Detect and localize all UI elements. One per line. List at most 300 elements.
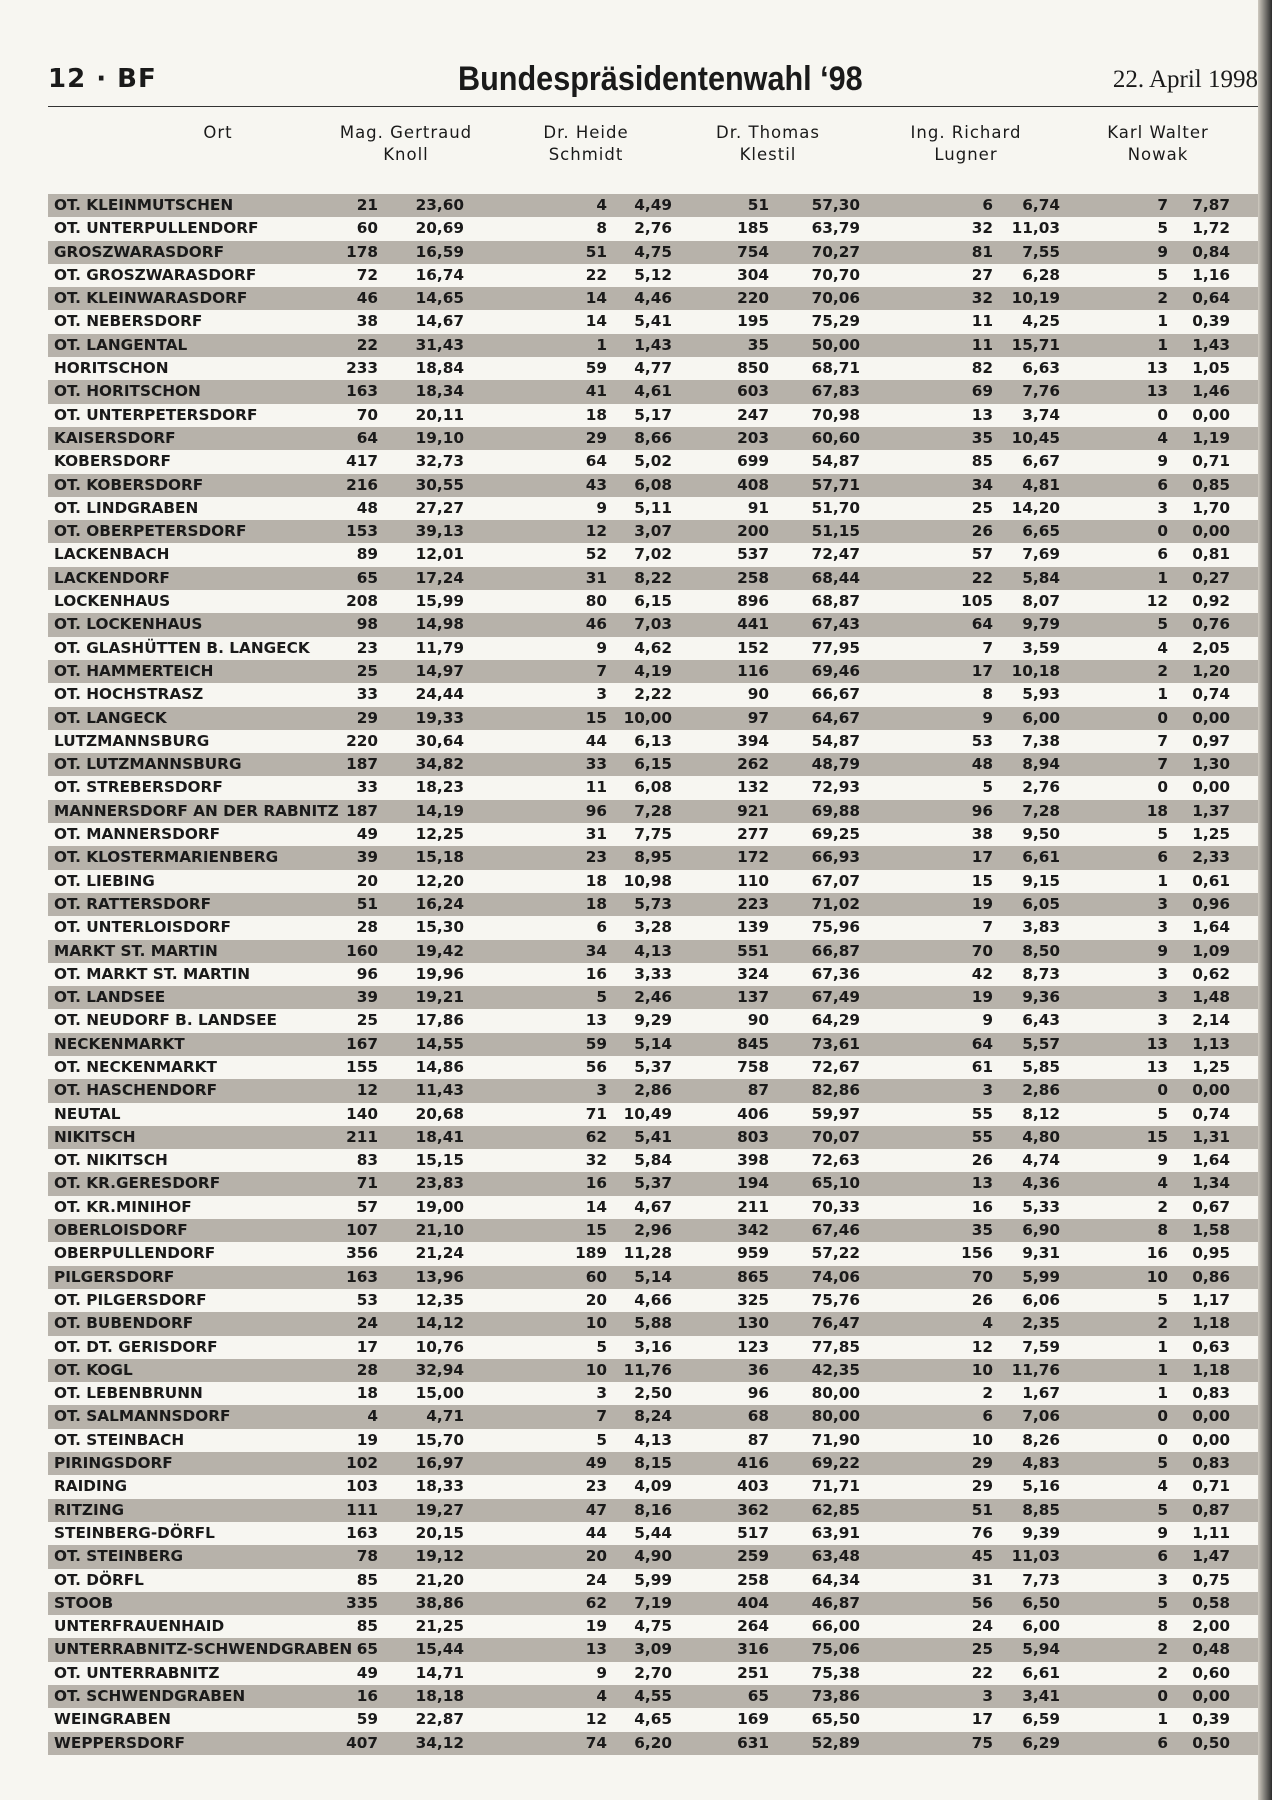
nowak-votes: 5 [1157, 1104, 1168, 1123]
nowak-percent: 0,62 [1192, 964, 1230, 983]
table-row [48, 753, 1258, 776]
nowak-votes: 5 [1157, 265, 1168, 284]
table-row [48, 474, 1258, 497]
klestil-percent: 77,95 [811, 638, 860, 657]
schmidt-percent: 8,15 [634, 1454, 672, 1473]
klestil-votes: 203 [737, 428, 769, 447]
klestil-votes: 65 [747, 1687, 769, 1705]
schmidt-percent: 5,99 [634, 1570, 672, 1589]
table-row [48, 334, 1258, 357]
nowak-percent: 0,00 [1192, 1687, 1230, 1705]
schmidt-votes: 16 [585, 964, 607, 983]
knoll-votes: 29 [356, 708, 378, 727]
lugner-percent: 8,73 [1022, 964, 1060, 983]
table-row [48, 683, 1258, 706]
lugner-percent: 10,18 [1011, 661, 1060, 680]
klestil-votes: 96 [747, 1384, 769, 1403]
table-row [48, 264, 1258, 287]
nowak-votes: 13 [1146, 1057, 1168, 1076]
schmidt-percent: 2,46 [634, 988, 672, 1007]
nowak-votes: 6 [1157, 475, 1168, 494]
schmidt-percent: 6,15 [634, 592, 672, 611]
lugner-percent: 6,67 [1022, 452, 1060, 471]
klestil-percent: 64,34 [811, 1570, 860, 1589]
lugner-votes: 34 [971, 475, 993, 494]
place-name: WEINGRABEN [54, 1710, 171, 1729]
nowak-percent: 0,00 [1192, 522, 1230, 541]
nowak-percent: 1,46 [1192, 382, 1230, 401]
schmidt-percent: 8,22 [634, 568, 672, 587]
schmidt-votes: 44 [585, 1523, 607, 1542]
nowak-percent: 0,60 [1192, 1663, 1230, 1682]
klestil-percent: 68,87 [811, 592, 860, 611]
klestil-votes: 324 [737, 964, 769, 983]
klestil-percent: 42,35 [811, 1360, 860, 1379]
klestil-votes: 116 [737, 661, 769, 680]
lugner-votes: 13 [971, 1174, 993, 1193]
lugner-percent: 5,94 [1022, 1640, 1060, 1659]
nowak-percent: 0,58 [1192, 1593, 1230, 1612]
column-header-lugner [866, 122, 1066, 166]
place-name: OT. KR.MINIHOF [54, 1197, 192, 1216]
table-row [48, 1126, 1258, 1149]
table-row [48, 986, 1258, 1009]
nowak-percent: 0,95 [1192, 1244, 1230, 1263]
lugner-votes: 25 [971, 498, 993, 517]
schmidt-votes: 18 [585, 871, 607, 890]
klestil-percent: 64,29 [811, 1011, 860, 1030]
knoll-percent: 18,23 [415, 778, 464, 797]
lugner-percent: 9,50 [1022, 825, 1060, 844]
lugner-votes: 26 [971, 1151, 993, 1170]
klestil-votes: 342 [737, 1221, 769, 1240]
schmidt-votes: 7 [596, 661, 607, 680]
nowak-percent: 0,27 [1192, 568, 1230, 587]
table-row [48, 497, 1258, 520]
lugner-votes: 35 [971, 1221, 993, 1240]
knoll-percent: 14,19 [415, 801, 464, 820]
knoll-votes: 96 [356, 964, 378, 983]
lugner-percent: 8,12 [1022, 1104, 1060, 1123]
knoll-percent: 27,27 [415, 498, 464, 517]
knoll-votes: 28 [356, 1360, 378, 1379]
nowak-percent: 0,74 [1192, 685, 1230, 704]
nowak-percent: 0,64 [1192, 289, 1230, 308]
nowak-votes: 8 [1157, 1221, 1168, 1240]
schmidt-votes: 49 [585, 1454, 607, 1473]
page-number: 12 · BF [48, 64, 157, 94]
place-name: OT. RATTERSDORF [54, 894, 212, 913]
schmidt-percent: 6,15 [634, 755, 672, 774]
schmidt-votes: 31 [585, 568, 607, 587]
table-row [48, 776, 1258, 799]
nowak-votes: 10 [1146, 1267, 1168, 1286]
nowak-votes: 0 [1157, 778, 1168, 797]
nowak-percent: 1,30 [1192, 755, 1230, 774]
lugner-votes: 29 [971, 1454, 993, 1473]
nowak-votes: 6 [1157, 848, 1168, 867]
schmidt-votes: 52 [585, 545, 607, 564]
lugner-percent: 6,63 [1022, 359, 1060, 378]
lugner-percent: 6,43 [1022, 1011, 1060, 1030]
nowak-percent: 2,33 [1192, 848, 1230, 867]
lugner-votes: 26 [971, 1290, 993, 1309]
schmidt-percent: 5,37 [634, 1174, 672, 1193]
schmidt-votes: 34 [585, 941, 607, 960]
schmidt-percent: 4,09 [634, 1477, 672, 1496]
klestil-votes: 631 [737, 1733, 769, 1752]
schmidt-votes: 3 [596, 1081, 607, 1100]
place-name: OT. BUBENDORF [54, 1314, 194, 1333]
klestil-percent: 52,89 [811, 1733, 860, 1752]
lugner-percent: 8,26 [1022, 1430, 1060, 1449]
knoll-votes: 208 [346, 592, 378, 611]
lugner-percent: 6,74 [1022, 196, 1060, 214]
nowak-votes: 9 [1157, 1151, 1168, 1170]
knoll-votes: 39 [356, 988, 378, 1007]
lugner-percent: 4,80 [1022, 1127, 1060, 1146]
knoll-votes: 103 [346, 1477, 378, 1496]
klestil-percent: 69,46 [811, 661, 860, 680]
klestil-percent: 70,27 [811, 242, 860, 261]
klestil-percent: 66,67 [811, 685, 860, 704]
nowak-votes: 0 [1157, 1407, 1168, 1426]
klestil-votes: 264 [737, 1617, 769, 1636]
schmidt-percent: 2,50 [634, 1384, 672, 1403]
column-header-schmidt [486, 122, 686, 166]
table-row [48, 567, 1258, 590]
place-name: LOCKENHAUS [54, 592, 171, 611]
lugner-votes: 5 [982, 778, 993, 797]
klestil-votes: 223 [737, 894, 769, 913]
nowak-votes: 2 [1157, 1314, 1168, 1333]
nowak-votes: 5 [1157, 825, 1168, 844]
knoll-votes: 98 [356, 615, 378, 634]
schmidt-percent: 11,28 [623, 1244, 672, 1263]
nowak-percent: 1,19 [1192, 428, 1230, 447]
lugner-percent: 5,93 [1022, 685, 1060, 704]
column-header-line: Karl Walter [1107, 123, 1209, 142]
knoll-percent: 34,82 [415, 755, 464, 774]
schmidt-percent: 4,19 [634, 661, 672, 680]
nowak-votes: 1 [1157, 312, 1168, 331]
nowak-percent: 0,00 [1192, 708, 1230, 727]
knoll-percent: 21,20 [415, 1570, 464, 1589]
place-name: OT. HASCHENDORF [54, 1081, 218, 1100]
klestil-votes: 90 [747, 1011, 769, 1030]
nowak-percent: 0,86 [1192, 1267, 1230, 1286]
schmidt-votes: 16 [585, 1174, 607, 1193]
nowak-percent: 1,16 [1192, 265, 1230, 284]
knoll-percent: 23,83 [415, 1174, 464, 1193]
table-row [48, 450, 1258, 473]
place-name: OT. DT. GERISDORF [54, 1337, 218, 1356]
table-row [48, 800, 1258, 823]
schmidt-percent: 3,33 [634, 964, 672, 983]
knoll-votes: 17 [356, 1337, 378, 1356]
nowak-percent: 1,47 [1192, 1547, 1230, 1566]
table-row [48, 380, 1258, 403]
lugner-votes: 17 [971, 1710, 993, 1729]
nowak-percent: 1,05 [1192, 359, 1230, 378]
lugner-percent: 4,74 [1022, 1151, 1060, 1170]
klestil-votes: 362 [737, 1500, 769, 1519]
table-row [48, 520, 1258, 543]
klestil-votes: 97 [747, 708, 769, 727]
schmidt-percent: 4,90 [634, 1547, 672, 1566]
table-row [48, 940, 1258, 963]
klestil-percent: 50,00 [811, 335, 860, 354]
nowak-votes: 15 [1146, 1127, 1168, 1146]
klestil-percent: 60,60 [811, 428, 860, 447]
nowak-votes: 1 [1157, 1360, 1168, 1379]
schmidt-percent: 10,00 [623, 708, 672, 727]
lugner-votes: 57 [971, 545, 993, 564]
nowak-votes: 16 [1146, 1244, 1168, 1263]
table-row [48, 870, 1258, 893]
schmidt-votes: 41 [585, 382, 607, 401]
nowak-votes: 1 [1157, 568, 1168, 587]
table-row [48, 846, 1258, 869]
knoll-votes: 111 [346, 1500, 378, 1519]
place-name: OT. NIKITSCH [54, 1151, 168, 1170]
nowak-percent: 1,31 [1192, 1127, 1230, 1146]
lugner-votes: 19 [971, 988, 993, 1007]
knoll-percent: 20,11 [415, 405, 464, 424]
klestil-votes: 258 [737, 568, 769, 587]
knoll-percent: 18,18 [415, 1687, 464, 1705]
knoll-percent: 17,24 [415, 568, 464, 587]
nowak-votes: 13 [1146, 1034, 1168, 1053]
klestil-percent: 70,07 [811, 1127, 860, 1146]
klestil-votes: 441 [737, 615, 769, 634]
knoll-percent: 20,69 [415, 219, 464, 238]
klestil-votes: 247 [737, 405, 769, 424]
klestil-votes: 304 [737, 265, 769, 284]
lugner-votes: 12 [971, 1337, 993, 1356]
lugner-percent: 11,03 [1011, 1547, 1060, 1566]
schmidt-percent: 7,75 [634, 825, 672, 844]
lugner-votes: 6 [982, 1407, 993, 1426]
lugner-votes: 105 [961, 592, 993, 611]
nowak-percent: 0,92 [1192, 592, 1230, 611]
nowak-percent: 0,67 [1192, 1197, 1230, 1216]
table-row [48, 1522, 1258, 1545]
klestil-percent: 69,25 [811, 825, 860, 844]
place-name: OT. LIEBING [54, 871, 155, 890]
knoll-percent: 15,70 [415, 1430, 464, 1449]
nowak-votes: 2 [1157, 1197, 1168, 1216]
column-header-line: Nowak [1127, 145, 1189, 164]
klestil-percent: 66,87 [811, 941, 860, 960]
klestil-votes: 87 [747, 1081, 769, 1100]
lugner-percent: 8,07 [1022, 592, 1060, 611]
lugner-votes: 10 [971, 1430, 993, 1449]
table-row [48, 217, 1258, 240]
lugner-votes: 45 [971, 1547, 993, 1566]
klestil-votes: 403 [737, 1477, 769, 1496]
lugner-votes: 19 [971, 894, 993, 913]
knoll-percent: 32,73 [415, 452, 464, 471]
nowak-votes: 0 [1157, 1430, 1168, 1449]
klestil-percent: 70,70 [811, 265, 860, 284]
lugner-votes: 96 [971, 801, 993, 820]
place-name: LACKENBACH [54, 545, 170, 564]
lugner-percent: 7,76 [1022, 382, 1060, 401]
place-name: OT. KR.GERESDORF [54, 1174, 221, 1193]
lugner-percent: 5,16 [1022, 1477, 1060, 1496]
knoll-votes: 57 [356, 1197, 378, 1216]
lugner-votes: 156 [961, 1244, 993, 1263]
lugner-votes: 51 [971, 1500, 993, 1519]
klestil-votes: 603 [737, 382, 769, 401]
table-row [48, 1638, 1258, 1661]
klestil-percent: 48,79 [811, 755, 860, 774]
nowak-votes: 2 [1157, 661, 1168, 680]
lugner-votes: 16 [971, 1197, 993, 1216]
klestil-percent: 67,83 [811, 382, 860, 401]
lugner-percent: 11,76 [1011, 1360, 1060, 1379]
knoll-percent: 19,21 [415, 988, 464, 1007]
lugner-percent: 11,03 [1011, 219, 1060, 238]
nowak-votes: 3 [1157, 918, 1168, 937]
nowak-percent: 1,18 [1192, 1314, 1230, 1333]
schmidt-votes: 12 [585, 1710, 607, 1729]
schmidt-percent: 7,03 [634, 615, 672, 634]
knoll-percent: 16,97 [415, 1454, 464, 1473]
klestil-percent: 75,29 [811, 312, 860, 331]
klestil-votes: 185 [737, 219, 769, 238]
schmidt-percent: 10,98 [623, 871, 672, 890]
schmidt-percent: 5,02 [634, 452, 672, 471]
place-name: OT. LEBENBRUNN [54, 1384, 203, 1403]
klestil-votes: 699 [737, 452, 769, 471]
schmidt-votes: 20 [585, 1290, 607, 1309]
lugner-votes: 6 [982, 196, 993, 214]
knoll-percent: 12,25 [415, 825, 464, 844]
klestil-percent: 75,06 [811, 1640, 860, 1659]
lugner-percent: 6,06 [1022, 1290, 1060, 1309]
schmidt-percent: 8,16 [634, 1500, 672, 1519]
klestil-votes: 517 [737, 1523, 769, 1542]
lugner-votes: 4 [982, 1314, 993, 1333]
nowak-percent: 0,85 [1192, 475, 1230, 494]
knoll-votes: 83 [356, 1151, 378, 1170]
nowak-percent: 1,18 [1192, 1360, 1230, 1379]
lugner-votes: 22 [971, 1663, 993, 1682]
place-name: OT. GROSZWARASDORF [54, 265, 257, 284]
lugner-percent: 7,73 [1022, 1570, 1060, 1589]
knoll-votes: 25 [356, 1011, 378, 1030]
place-name: OT. UNTERRABNITZ [54, 1663, 220, 1682]
lugner-votes: 32 [971, 219, 993, 238]
klestil-percent: 54,87 [811, 452, 860, 471]
knoll-votes: 163 [346, 1523, 378, 1542]
schmidt-votes: 15 [585, 1221, 607, 1240]
place-name: OT. LANDSEE [54, 988, 166, 1007]
lugner-percent: 9,31 [1022, 1244, 1060, 1263]
table-row [48, 404, 1258, 427]
knoll-votes: 407 [346, 1733, 378, 1752]
nowak-percent: 2,05 [1192, 638, 1230, 657]
knoll-votes: 4 [367, 1407, 378, 1426]
knoll-percent: 39,13 [415, 522, 464, 541]
lugner-votes: 64 [971, 615, 993, 634]
lugner-percent: 6,65 [1022, 522, 1060, 541]
lugner-votes: 48 [971, 755, 993, 774]
schmidt-percent: 6,13 [634, 731, 672, 750]
place-name: OT. KOBERSDORF [54, 475, 204, 494]
table-row [48, 1242, 1258, 1265]
lugner-percent: 2,35 [1022, 1314, 1060, 1333]
klestil-percent: 67,46 [811, 1221, 860, 1240]
knoll-votes: 187 [346, 755, 378, 774]
nowak-percent: 1,37 [1192, 801, 1230, 820]
nowak-votes: 5 [1157, 1593, 1168, 1612]
schmidt-percent: 4,75 [634, 1617, 672, 1636]
schmidt-votes: 14 [585, 1197, 607, 1216]
klestil-votes: 803 [737, 1127, 769, 1146]
place-name: UNTERFRAUENHAID [54, 1617, 225, 1636]
place-name: OT. GLASHÜTTEN B. LANGECK [54, 638, 310, 657]
lugner-votes: 2 [982, 1384, 993, 1403]
lugner-percent: 3,41 [1022, 1687, 1060, 1705]
place-name: OT. KLEINWARASDORF [54, 289, 248, 308]
knoll-percent: 10,76 [415, 1337, 464, 1356]
schmidt-votes: 15 [585, 708, 607, 727]
schmidt-percent: 5,41 [634, 1127, 672, 1146]
klestil-votes: 68 [747, 1407, 769, 1426]
nowak-percent: 7,87 [1192, 196, 1230, 214]
nowak-percent: 0,61 [1192, 871, 1230, 890]
knoll-votes: 216 [346, 475, 378, 494]
schmidt-percent: 5,11 [634, 498, 672, 517]
schmidt-votes: 10 [585, 1360, 607, 1379]
klestil-percent: 80,00 [811, 1407, 860, 1426]
nowak-votes: 9 [1157, 452, 1168, 471]
klestil-percent: 73,86 [811, 1687, 860, 1705]
lugner-votes: 31 [971, 1570, 993, 1589]
knoll-votes: 160 [346, 941, 378, 960]
klestil-percent: 73,61 [811, 1034, 860, 1053]
knoll-votes: 25 [356, 661, 378, 680]
schmidt-votes: 64 [585, 452, 607, 471]
nowak-votes: 3 [1157, 988, 1168, 1007]
knoll-percent: 19,12 [415, 1547, 464, 1566]
knoll-votes: 60 [356, 219, 378, 238]
knoll-percent: 18,41 [415, 1127, 464, 1146]
nowak-percent: 0,76 [1192, 615, 1230, 634]
place-name: PILGERSDORF [54, 1267, 175, 1286]
klestil-votes: 36 [747, 1360, 769, 1379]
schmidt-votes: 19 [585, 1617, 607, 1636]
nowak-votes: 0 [1157, 708, 1168, 727]
schmidt-votes: 11 [585, 778, 607, 797]
klestil-votes: 408 [737, 475, 769, 494]
lugner-votes: 10 [971, 1360, 993, 1379]
schmidt-percent: 4,61 [634, 382, 672, 401]
schmidt-votes: 46 [585, 615, 607, 634]
knoll-percent: 11,79 [415, 638, 464, 657]
nowak-percent: 1,64 [1192, 1151, 1230, 1170]
klestil-votes: 551 [737, 941, 769, 960]
lugner-votes: 3 [982, 1687, 993, 1705]
klestil-votes: 865 [737, 1267, 769, 1286]
place-name: NEUTAL [54, 1104, 121, 1123]
klestil-percent: 70,06 [811, 289, 860, 308]
klestil-votes: 172 [737, 848, 769, 867]
table-row [48, 1685, 1258, 1708]
